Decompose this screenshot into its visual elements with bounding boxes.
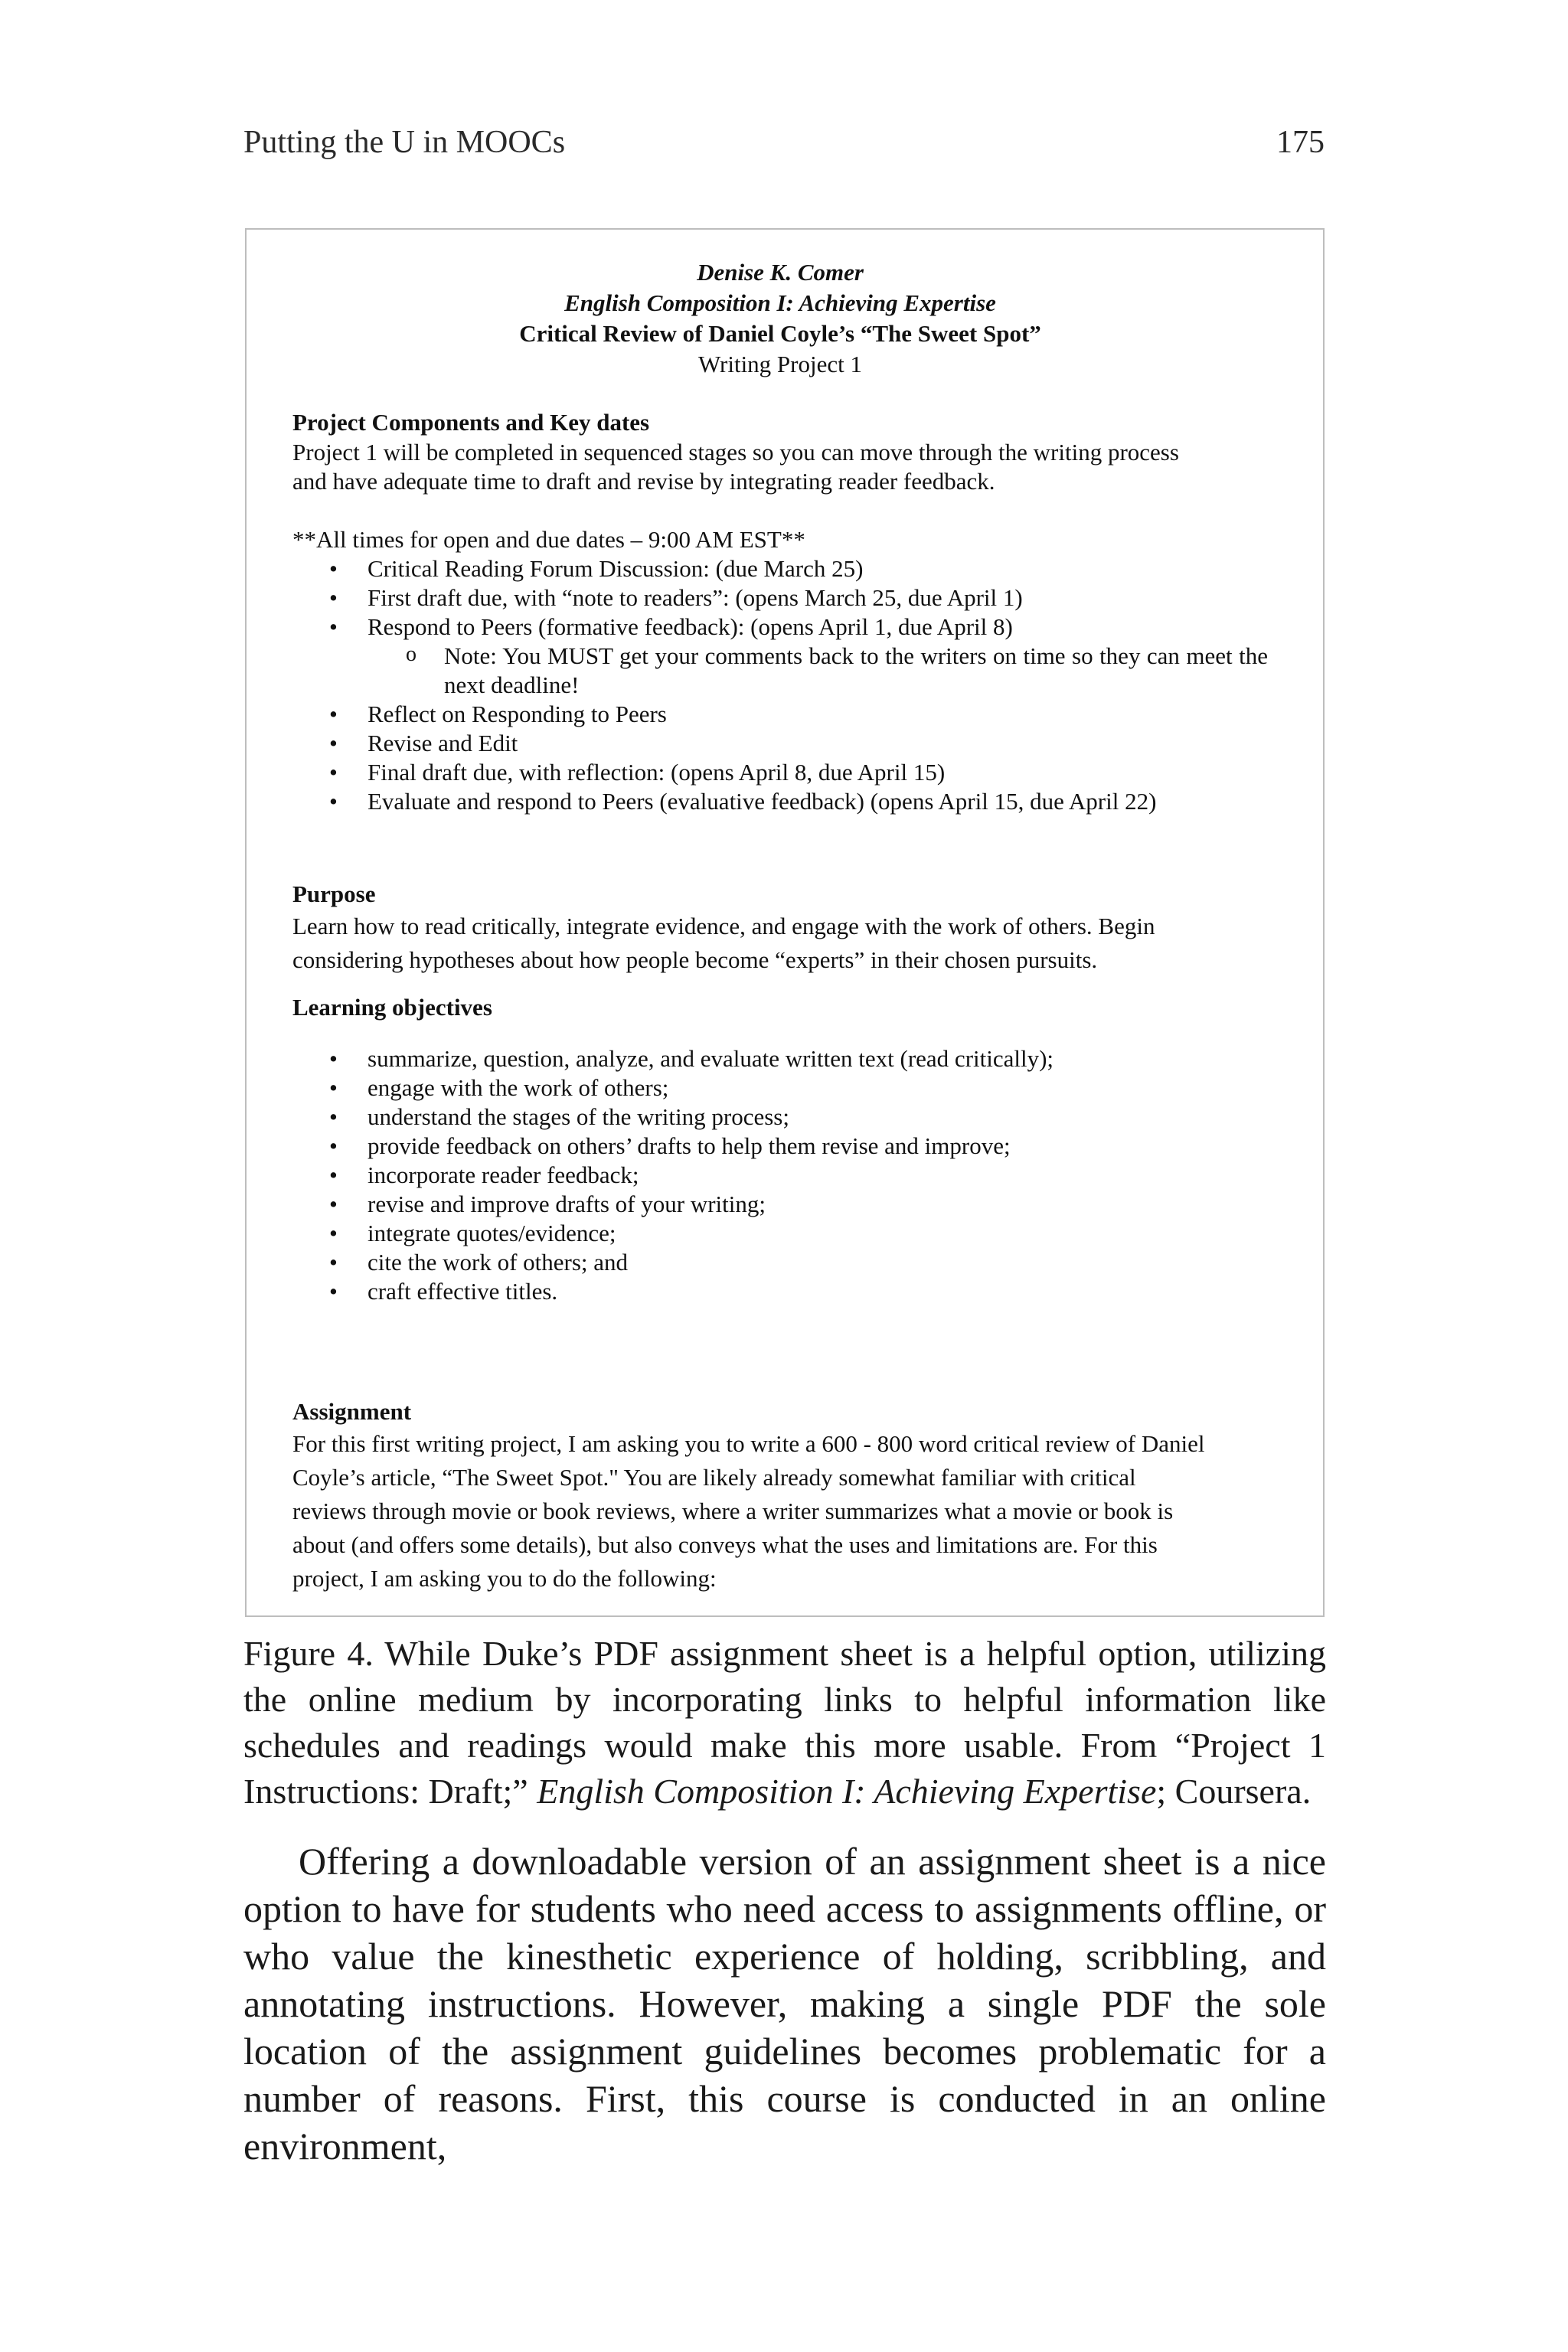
- list-item: • engage with the work of others;: [292, 1073, 1268, 1102]
- objectives-list: [292, 1044, 1268, 1306]
- list-item: • summarize, question, analyze, and evaluate written text (read critically);: [292, 1044, 1268, 1073]
- components-heading: Project Components and Key dates: [292, 409, 650, 436]
- caption-source: ; Coursera.: [1156, 1772, 1312, 1811]
- figure-caption: [243, 1631, 1326, 1815]
- list-item: • incorporate reader feedback;: [292, 1161, 1268, 1190]
- author-name: Denise K. Comer: [697, 259, 864, 286]
- list-item: • Critical Reading Forum Discussion: (due March 25): [292, 554, 1268, 583]
- components-intro-line-1: Project 1 will be completed in sequenced stages so you can move through the writing process: [292, 439, 1179, 466]
- list-item: • integrate quotes/evidence;: [292, 1219, 1268, 1248]
- document-title: Critical Review of Daniel Coyle’s “The Sweet Spot”: [519, 320, 1041, 347]
- assignment-line-4: about (and offers some details), but also conveys what the uses and limitations are. For this: [292, 1531, 1158, 1558]
- list-item: • Respond to Peers (formative feedback): (opens April 1, due April 8): [292, 612, 1268, 642]
- caption-course-title: English Composition I: Achieving Expertise: [537, 1772, 1157, 1811]
- running-head: [243, 124, 1325, 161]
- document-subtitle: Writing Project 1: [698, 351, 862, 377]
- assignment-line-1: For this first writing project, I am asking you to write a 600 - 800 word critical review of Daniel: [292, 1430, 1205, 1457]
- figure-assignment-sheet: [245, 228, 1325, 1617]
- key-dates-sublist: [292, 642, 1268, 700]
- times-note: **All times for open and due dates – 9:00 AM EST**: [292, 526, 805, 553]
- list-item: • provide feedback on others’ drafts to help them revise and improve;: [292, 1132, 1268, 1161]
- course-title: English Composition I: Achieving Expertise: [564, 289, 996, 316]
- purpose-line-1: Learn how to read critically, integrate evidence, and engage with the work of others. Begin: [292, 913, 1155, 939]
- key-dates-list-continued: [292, 700, 1268, 816]
- sub-note: o Note: You MUST get your comments back to the writers on time so they can meet the next deadline!: [292, 642, 1268, 700]
- assignment-line-3: reviews through movie or book reviews, where a writer summarizes what a movie or book is: [292, 1498, 1174, 1524]
- list-item: • craft effective titles.: [292, 1277, 1268, 1306]
- page-number: 175: [1276, 125, 1325, 160]
- list-item: • revise and improve drafts of your writing;: [292, 1190, 1268, 1219]
- running-title: Putting the U in MOOCs: [243, 125, 566, 160]
- purpose-heading: Purpose: [292, 880, 376, 907]
- list-item: • First draft due, with “note to readers”: (opens March 25, due April 1): [292, 583, 1268, 612]
- list-item: • Reflect on Responding to Peers: [292, 700, 1268, 729]
- purpose-line-2: considering hypotheses about how people become “experts” in their chosen pursuits.: [292, 946, 1098, 973]
- components-intro-line-2: and have adequate time to draft and revise by integrating reader feedback.: [292, 468, 995, 495]
- body-paragraph: Offering a downloadable version of an assignment sheet is a nice option to have for students who need access to assignments offline, or who value the kinesthetic experience of holding, scribbling, and annotating instructions. However, making a single PDF the sole location of the assignment guidelines becomes problematic for a number of reasons. First, this course is conducted in an online environment,: [243, 1840, 1326, 2167]
- list-item: • cite the work of others; and: [292, 1248, 1268, 1277]
- assignment-line-5: project, I am asking you to do the following:: [292, 1565, 717, 1592]
- list-item: • Revise and Edit: [292, 729, 1268, 758]
- assignment-heading: Assignment: [292, 1398, 412, 1425]
- caption-text: Figure 4. While Duke’s PDF assignment sheet is a helpful option, utilizing the online medium by incorporating links to helpful information like schedules and readings would make this more usable. From “Project 1 Instructions: Draft;”: [243, 1634, 1326, 1811]
- list-item: • Final draft due, with reflection: (opens April 8, due April 15): [292, 758, 1268, 787]
- assignment-line-2: Coyle’s article, “The Sweet Spot." You are likely already somewhat familiar with critical: [292, 1464, 1136, 1491]
- key-dates-list: [292, 554, 1268, 642]
- document-header: [292, 257, 1268, 380]
- objectives-heading: Learning objectives: [292, 994, 492, 1021]
- list-item: • Evaluate and respond to Peers (evaluative feedback) (opens April 15, due April 22): [292, 787, 1268, 816]
- list-item: • understand the stages of the writing process;: [292, 1102, 1268, 1132]
